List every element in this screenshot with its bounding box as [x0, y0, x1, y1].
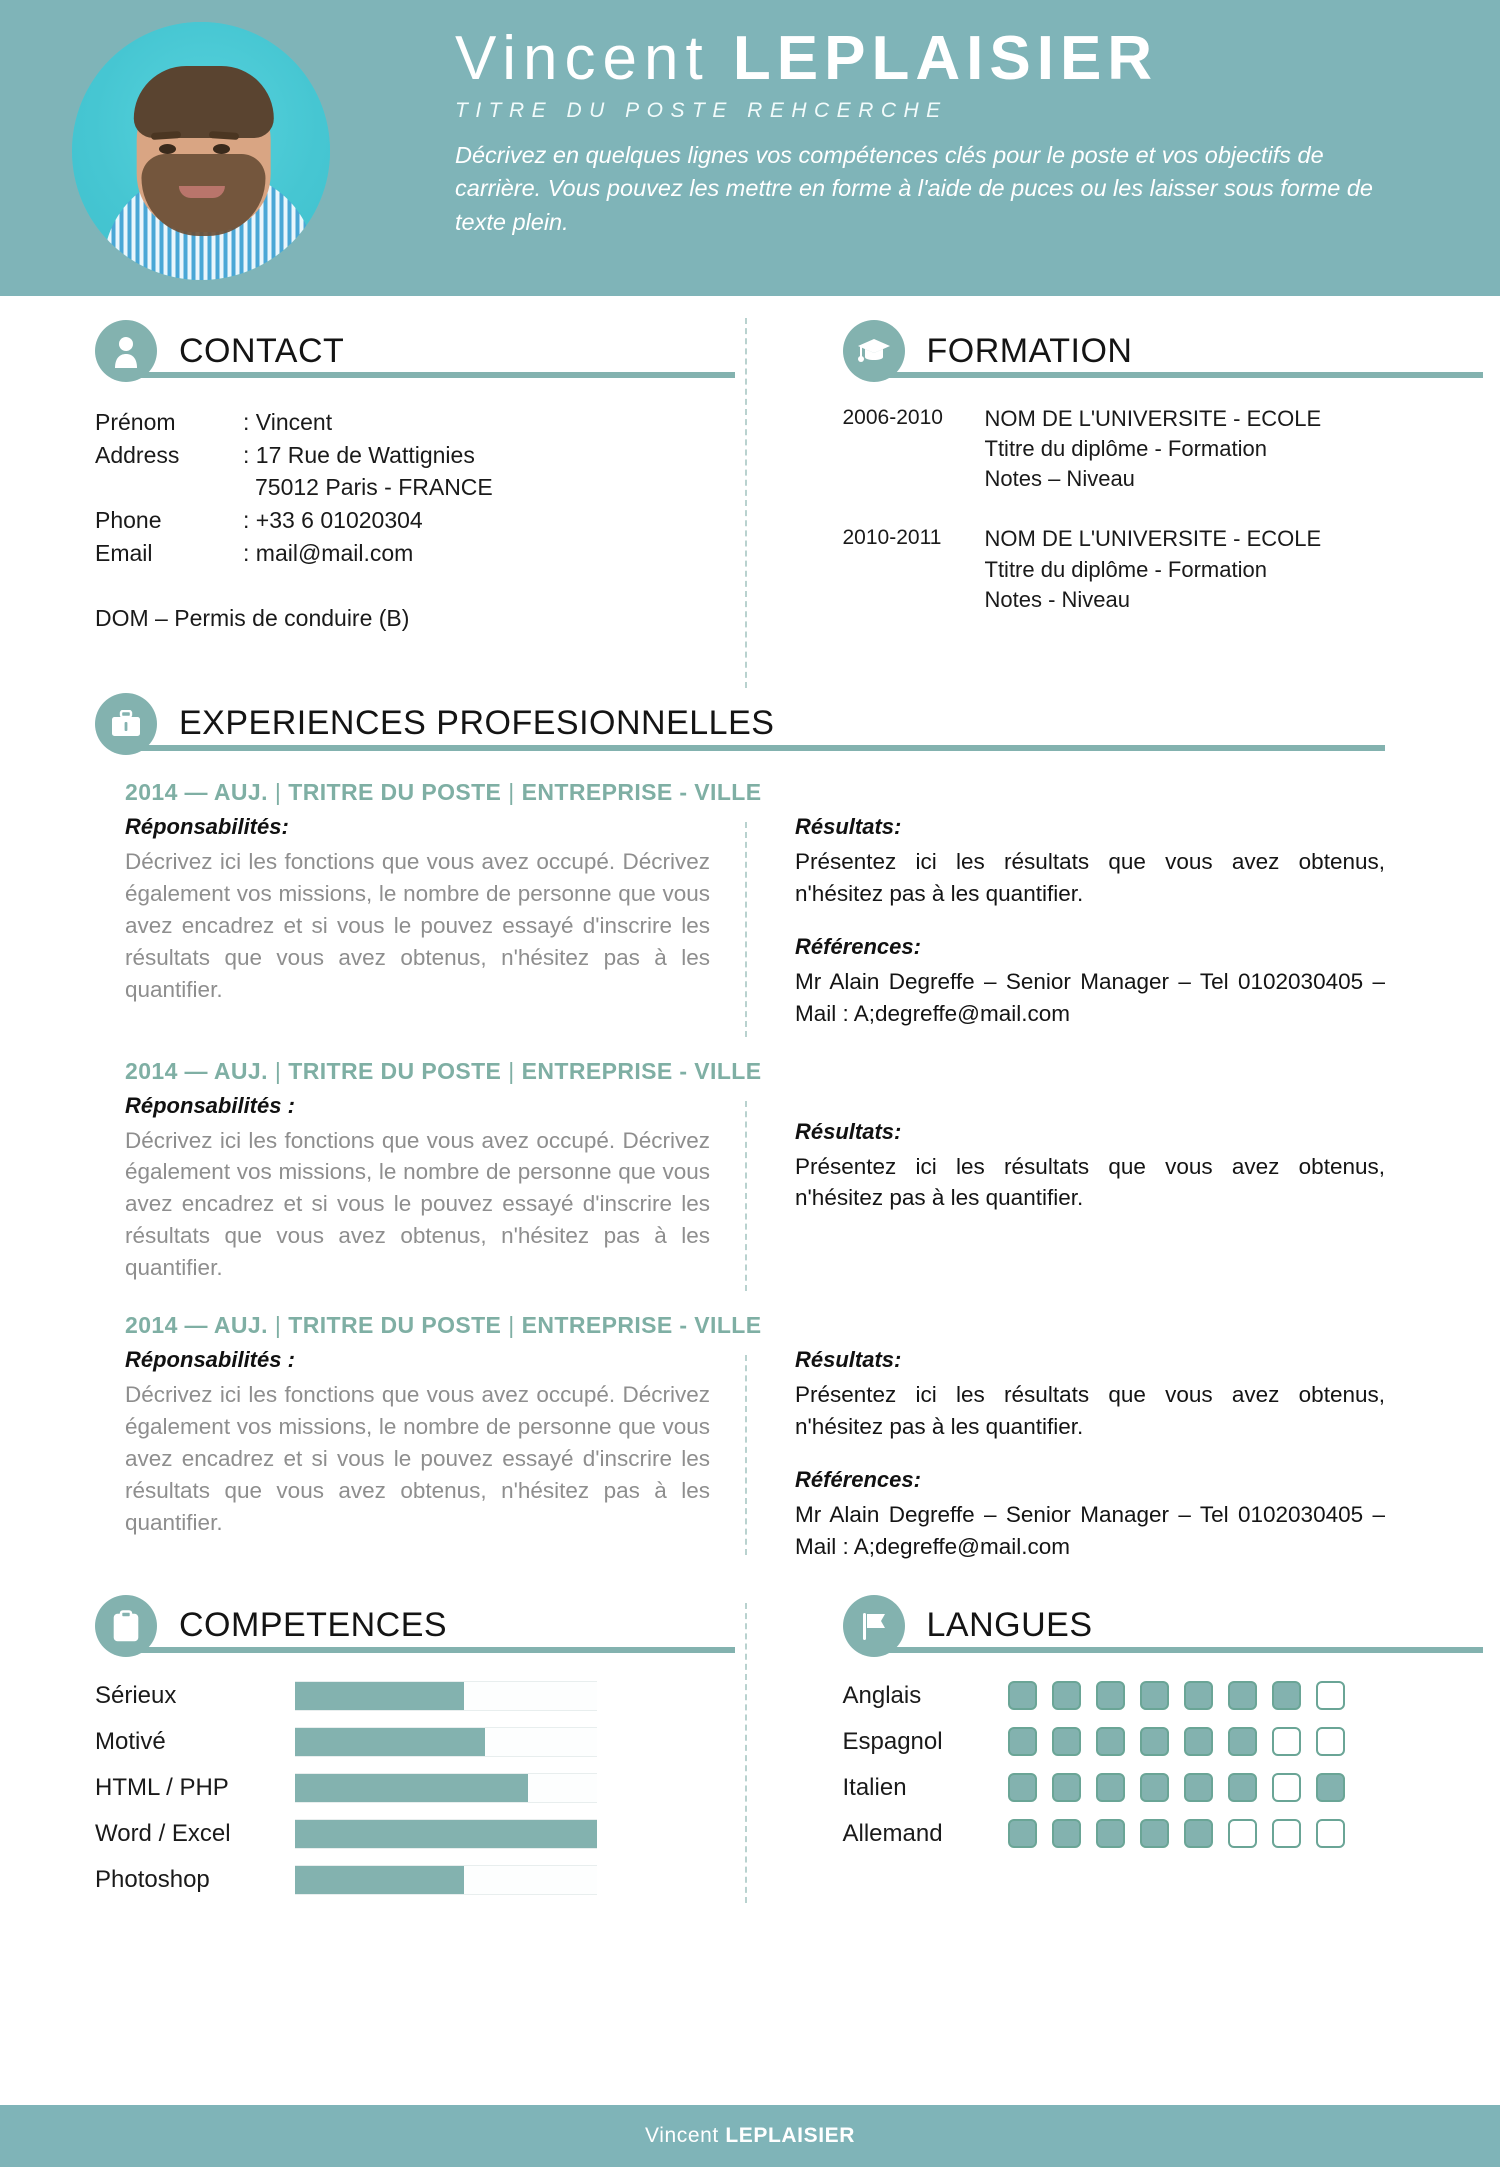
results-text: Présentez ici les résultats que vous avez obtenus, n'hésitez pas à les quantifier.: [795, 1382, 1385, 1440]
skill-name: Word / Excel: [95, 1819, 231, 1847]
separator: |: [508, 1057, 515, 1084]
experience-period: 2014 — AUJ.: [125, 778, 268, 805]
formation-school: NOM DE L'UNIVERSITE - ECOLE: [984, 526, 1322, 552]
formation-section-title: FORMATION: [926, 331, 1133, 370]
responsibilities-label: Réponsabilités:: [125, 813, 289, 839]
language-level-box: [1140, 1819, 1169, 1848]
results-label: Résultats:: [795, 1347, 902, 1373]
separator: |: [274, 778, 282, 805]
separator: |: [508, 778, 515, 805]
language-level: [1008, 1681, 1345, 1710]
langues-section-title: LANGUES: [926, 1606, 1093, 1645]
experience-header-wrap: [95, 691, 1405, 757]
experience-results: [795, 814, 1385, 1030]
langues-section-header: [843, 1593, 1500, 1659]
formation-notes: Notes - Niveau: [984, 586, 1131, 612]
page-title: [455, 26, 1445, 93]
language-row: [843, 1719, 1500, 1765]
skill-fill: [295, 1682, 464, 1710]
language-list: [843, 1673, 1500, 1857]
language-level-box: [1140, 1727, 1169, 1756]
language-row: [843, 1811, 1500, 1857]
experience-headline: [125, 1058, 1500, 1085]
language-level-box: [1272, 1727, 1301, 1756]
contact-row: [95, 439, 753, 504]
contact-value[interactable]: [243, 537, 753, 570]
footer-first-name: Vincent: [645, 2124, 719, 2147]
responsibilities-label: Réponsabilités :: [125, 1092, 295, 1118]
cv-body: [0, 318, 1500, 1903]
experience-title: TRITRE DU POSTE: [288, 778, 502, 805]
results-text: Présentez ici les résultats que vous avez obtenus, n'hésitez pas à les quantifier.: [795, 1153, 1385, 1211]
experience-company: ENTREPRISE - VILLE: [521, 778, 762, 805]
skill-track: [295, 1865, 597, 1895]
skill-row: [95, 1719, 753, 1765]
experience-period: 2014 — AUJ.: [125, 1312, 268, 1339]
header-job-title: TITRE DU POSTE REHCERCHE: [455, 98, 948, 122]
experience-headline: [125, 1312, 1500, 1339]
formation-item: [843, 524, 1500, 614]
language-level-box: [1096, 1819, 1125, 1848]
clipboard-icon: [95, 1595, 157, 1657]
flag-icon: [843, 1595, 905, 1657]
contact-extra-line: DOM – Permis de conduire (B): [95, 605, 410, 632]
results-label: Résultats:: [795, 813, 902, 839]
contact-value: [243, 504, 753, 537]
first-name: Vincent: [455, 24, 710, 93]
skill-name: HTML / PHP: [95, 1773, 229, 1801]
formation-section-header: [843, 318, 1500, 384]
experience-responsibilities: [125, 1093, 710, 1285]
language-level-box: [1140, 1681, 1169, 1710]
language-level-box: [1096, 1727, 1125, 1756]
contact-list: [95, 406, 753, 569]
language-name: Anglais: [842, 1681, 922, 1709]
language-level-box: [1052, 1773, 1081, 1802]
bottom-columns: [0, 1593, 1500, 1903]
skill-name: Motivé: [95, 1727, 166, 1755]
language-level-box: [1184, 1681, 1213, 1710]
skill-fill: [295, 1866, 464, 1894]
experience-company: ENTREPRISE - VILLE: [521, 1312, 762, 1339]
contact-value-continuation: 75012 Paris - FRANCE: [255, 474, 493, 501]
experience-section-header: [95, 691, 1405, 757]
experience-responsibilities: [125, 814, 710, 1030]
briefcase-icon: [95, 693, 157, 755]
responsibilities-text: Décrivez ici les fonctions que vous avez occupé. Décrivez également vos missions, le nombre de personne que vous avez encadrez et si vous le pouvez essayé d'inscrire les résultats que vous avez obtenus, n'hésitez pas à les quantifier.: [125, 848, 710, 1002]
skill-row: [95, 1857, 753, 1903]
header-summary: Décrivez en quelques lignes vos compétences clés pour le poste et vos objectifs de carrière. Vous pouvez les mettre en forme à l'aide de puces ou les laisser sous forme de texte plein.: [455, 141, 1373, 235]
formation-years: 2010-2011: [842, 526, 942, 550]
language-level-box: [1184, 1819, 1213, 1848]
references-text: Mr Alain Degreffe – Senior Manager – Tel 0102030405 – Mail : A;degreffe@mail.com: [795, 1502, 1385, 1559]
contact-row: [95, 504, 753, 537]
language-level-box: [1316, 1681, 1345, 1710]
skill-fill: [295, 1728, 485, 1756]
formation-item: [843, 404, 1500, 494]
skill-fill: [295, 1774, 528, 1802]
experience-columns: [0, 1093, 1500, 1285]
skill-list: [95, 1673, 753, 1903]
language-row: [843, 1765, 1500, 1811]
section-rule: [135, 745, 1385, 751]
experience-company: ENTREPRISE - VILLE: [521, 1057, 762, 1084]
references-label: Références:: [795, 1467, 921, 1493]
language-level-box: [1316, 1819, 1345, 1848]
results-text: Présentez ici les résultats que vous avez obtenus, n'hésitez pas à les quantifier.: [795, 848, 1385, 906]
separator: |: [274, 1057, 282, 1084]
top-columns: [0, 318, 1500, 645]
language-level-box: [1008, 1819, 1037, 1848]
section-rule: [883, 372, 1483, 378]
cv-header: [0, 0, 1500, 296]
language-level-box: [1228, 1819, 1257, 1848]
column-divider: [745, 1101, 747, 1291]
skill-row: [95, 1811, 753, 1857]
experience-section: [0, 691, 1500, 1563]
experience-responsibilities: [125, 1347, 710, 1563]
contact-value-text: : 17 Rue de Wattignies: [243, 441, 475, 468]
formation-list: [843, 404, 1500, 615]
avatar-mouth: [179, 186, 225, 198]
skill-row: [95, 1673, 753, 1719]
experience-title: TRITRE DU POSTE: [288, 1057, 502, 1084]
formation-details: [963, 404, 1500, 494]
language-level-box: [1008, 1681, 1037, 1710]
responsibilities-text: Décrivez ici les fonctions que vous avez occupé. Décrivez également vos missions, le nombre de personne que vous avez encadrez et si vous le pouvez essayé d'inscrire les résultats que vous avez obtenus, n'hésitez pas à les quantifier.: [125, 1127, 710, 1281]
avatar-eye-right: [213, 144, 230, 154]
formation-details: [963, 524, 1500, 614]
experience-item: [0, 779, 1500, 1030]
contact-email-value[interactable]: : mail@mail.com: [243, 539, 414, 566]
contact-section: [95, 318, 753, 645]
experience-results: [795, 1093, 1385, 1285]
contact-row: [95, 537, 753, 570]
separator: |: [508, 1312, 515, 1339]
section-rule: [883, 1647, 1483, 1653]
contact-section-header: [95, 318, 753, 384]
contact-value: [243, 439, 753, 504]
header-text-block: [455, 26, 1445, 239]
cv-footer: [0, 2105, 1500, 2167]
language-level-box: [1272, 1819, 1301, 1848]
skill-track: [295, 1681, 597, 1711]
contact-label: Prénom: [95, 409, 176, 435]
skill-track: [295, 1773, 597, 1803]
competences-section-header: [95, 1593, 753, 1659]
references-label: Références:: [795, 933, 921, 959]
skill-name: Sérieux: [95, 1681, 177, 1709]
column-divider: [745, 1355, 747, 1555]
avatar: [72, 22, 330, 280]
contact-value: [243, 406, 753, 439]
experience-results: [795, 1347, 1385, 1563]
experience-headline: [125, 779, 1500, 806]
section-rule: [135, 1647, 735, 1653]
experience-item: [0, 1058, 1500, 1285]
language-level-box: [1316, 1727, 1345, 1756]
avatar-eye-left: [159, 144, 176, 154]
language-name: Allemand: [842, 1819, 943, 1847]
contact-label: Phone: [95, 506, 162, 533]
langues-section: [843, 1593, 1500, 1903]
contact-value-text: : Vincent: [243, 409, 333, 435]
column-divider: [745, 822, 747, 1037]
footer-last-name: LEPLAISIER: [725, 2124, 855, 2147]
language-row: [843, 1673, 1500, 1719]
skill-row: [95, 1765, 753, 1811]
language-level-box: [1316, 1773, 1345, 1802]
section-rule: [135, 372, 735, 378]
contact-row: [95, 406, 753, 439]
language-level-box: [1052, 1681, 1081, 1710]
formation-school: NOM DE L'UNIVERSITE - ECOLE: [984, 406, 1322, 431]
formation-notes: Notes – Niveau: [984, 466, 1135, 492]
language-level-box: [1008, 1727, 1037, 1756]
graduation-cap-icon: [843, 320, 905, 382]
experience-item: [0, 1312, 1500, 1563]
language-level-box: [1096, 1681, 1125, 1710]
language-level: [1008, 1727, 1345, 1756]
formation-section: [843, 318, 1500, 645]
language-level-box: [1052, 1819, 1081, 1848]
experience-columns: [0, 814, 1500, 1030]
skill-track: [295, 1819, 597, 1849]
experience-title: TRITRE DU POSTE: [288, 1312, 502, 1339]
avatar-hair: [134, 66, 274, 138]
language-level-box: [1228, 1773, 1257, 1802]
responsibilities-label: Réponsabilités :: [125, 1347, 295, 1373]
responsibilities-text: Décrivez ici les fonctions que vous avez occupé. Décrivez également vos missions, le nombre de personne que vous avez encadrez et si vous le pouvez essayé d'inscrire les résultats que vous avez obtenus, n'hésitez pas à les quantifier.: [125, 1382, 710, 1535]
language-level-box: [1272, 1681, 1301, 1710]
language-level-box: [1228, 1681, 1257, 1710]
contact-label: Email: [95, 539, 153, 566]
experience-period: 2014 — AUJ.: [125, 1057, 268, 1084]
competences-section-title: COMPETENCES: [179, 1606, 448, 1645]
results-label: Résultats:: [795, 1118, 902, 1144]
language-level-box: [1272, 1773, 1301, 1802]
contact-value-text: : +33 6 01020304: [243, 506, 423, 533]
formation-years: 2006-2010: [842, 406, 943, 429]
language-name: Italien: [842, 1773, 907, 1801]
skill-name: Photoshop: [95, 1865, 210, 1893]
language-level-box: [1140, 1773, 1169, 1802]
last-name: LEPLAISIER: [732, 24, 1159, 93]
experience-columns: [0, 1347, 1500, 1563]
language-level-box: [1052, 1727, 1081, 1756]
experience-section-title: EXPERIENCES PROFESIONNELLES: [179, 704, 775, 743]
contact-section-title: CONTACT: [179, 331, 345, 370]
language-level-box: [1184, 1773, 1213, 1802]
language-level-box: [1184, 1727, 1213, 1756]
language-level-box: [1096, 1773, 1125, 1802]
language-level-box: [1228, 1727, 1257, 1756]
language-level: [1008, 1819, 1345, 1848]
skill-fill: [295, 1820, 597, 1848]
contact-label: Address: [95, 441, 180, 468]
footer-name: [645, 2124, 855, 2148]
language-level: [1008, 1773, 1345, 1802]
person-icon: [95, 320, 157, 382]
language-name: Espagnol: [842, 1727, 943, 1755]
formation-degree: Ttitre du diplôme - Formation: [984, 556, 1267, 582]
skill-track: [295, 1727, 597, 1757]
separator: |: [274, 1312, 282, 1339]
competences-section: [95, 1593, 753, 1903]
formation-degree: Ttitre du diplôme - Formation: [984, 436, 1267, 462]
language-level-box: [1008, 1773, 1037, 1802]
references-text: Mr Alain Degreffe – Senior Manager – Tel 0102030405 – Mail : A;degreffe@mail.com: [795, 968, 1385, 1026]
